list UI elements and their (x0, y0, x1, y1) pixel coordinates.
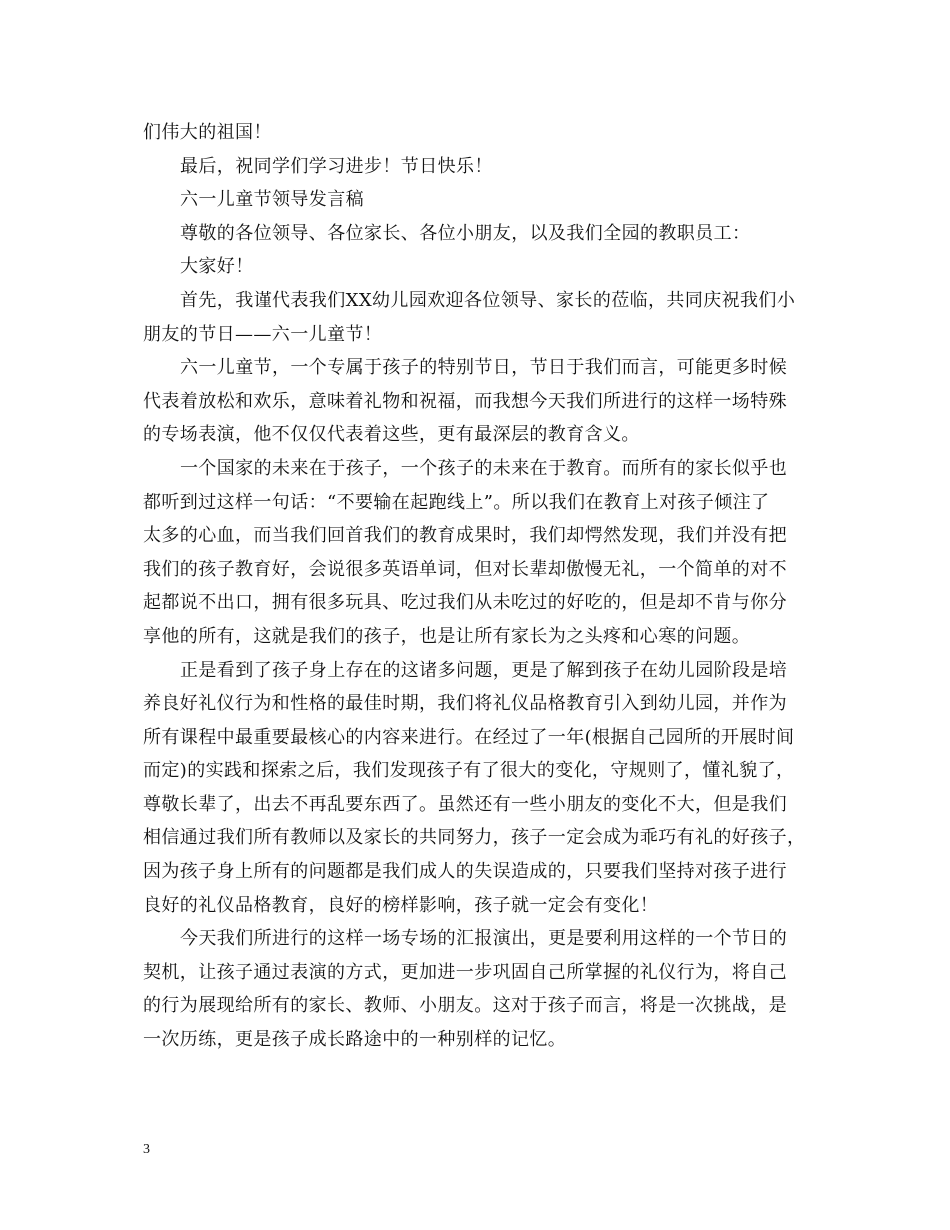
text-line: 一次历练，更是孩子成长路途中的一种别样的记忆。 (143, 1029, 567, 1051)
document-body (143, 116, 823, 1057)
text-line: 代表着放松和欢乐，意味着礼物和祝福，而我想今天我们所进行的这样一场特殊 (143, 390, 787, 412)
text-line: 相信通过我们所有教师以及家长的共同努力，孩子一定会成为乖巧有礼的好孩子， (143, 827, 806, 849)
text-line: 都听到过这样一句话：“不要输在起跑线上”。所以我们在教育上对孩子倾注了 (143, 491, 770, 513)
text-line: 六一儿童节领导发言稿 (180, 189, 364, 211)
text-line: 六一儿童节，一个专属于孩子的特别节日，节日于我们而言，可能更多时候 (180, 357, 788, 379)
text-line: 今天我们所进行的这样一场专场的汇报演出，更是要利用这样的一个节日的 (180, 928, 788, 950)
text-line: 正是看到了孩子身上存在的这诸多问题，更是了解到孩子在幼儿园阶段是培 (180, 659, 788, 681)
text-line: 养良好礼仪行为和性格的最佳时期，我们将礼仪品格教育引入到幼儿园，并作为 (143, 693, 787, 715)
text-line: 一个国家的未来在于孩子，一个孩子的未来在于教育。而所有的家长似乎也 (180, 457, 788, 479)
text-line: 首先，我谨代表我们XX幼儿园欢迎各位领导、家长的莅临，共同庆祝我们小 (180, 289, 796, 311)
text-line: 良好的礼仪品格教育，良好的榜样影响，孩子就一定会有变化！ (143, 894, 659, 916)
text-line: 的专场表演，他不仅仅代表着这些，更有最深层的教育含义。 (143, 424, 640, 446)
page-number: 3 (143, 1142, 150, 1157)
text-line: 起都说不出口，拥有很多玩具、吃过我们从未吃过的好吃的，但是却不肯与你分 (143, 592, 787, 614)
text-line: 尊敬的各位领导、各位家长、各位小朋友，以及我们全园的教职员工： (180, 222, 751, 244)
text-line: 们伟大的祖国！ (143, 122, 272, 143)
text-line: 而定)的实践和探索之后，我们发现孩子有了很大的变化，守规则了，懂礼貌了， (143, 760, 795, 782)
text-line: 我们的孩子教育好，会说很多英语单词，但对长辈却傲慢无礼，一个简单的对不 (143, 558, 787, 580)
text-line: 的行为展现给所有的家长、教师、小朋友。这对于孩子而言，将是一次挑战，是 (143, 995, 787, 1017)
text-line: 所有课程中最重要最核心的内容来进行。在经过了一年(根据自己园所的开展时间 (143, 726, 795, 748)
text-line: 最后，祝同学们学习进步！节日快乐！ (180, 155, 493, 177)
text-line: 尊敬长辈了，出去不再乱要东西了。虽然还有一些小朋友的变化不大，但是我们 (143, 793, 787, 815)
text-line: 朋友的节日——六一儿童节！ (143, 323, 383, 345)
text-line: 因为孩子身上所有的问题都是我们成人的失误造成的，只要我们坚持对孩子进行 (143, 861, 787, 883)
text-line: 契机，让孩子通过表演的方式，更加进一步巩固自己所掌握的礼仪行为，将自己 (143, 961, 787, 983)
text-line: 太多的心血，而当我们回首我们的教育成果时，我们却愕然发现，我们并没有把 (143, 525, 787, 547)
text-line: 大家好！ (180, 256, 254, 278)
text-line: 享他的所有，这就是我们的孩子，也是让所有家长为之头疼和心寒的问题。 (143, 625, 751, 647)
